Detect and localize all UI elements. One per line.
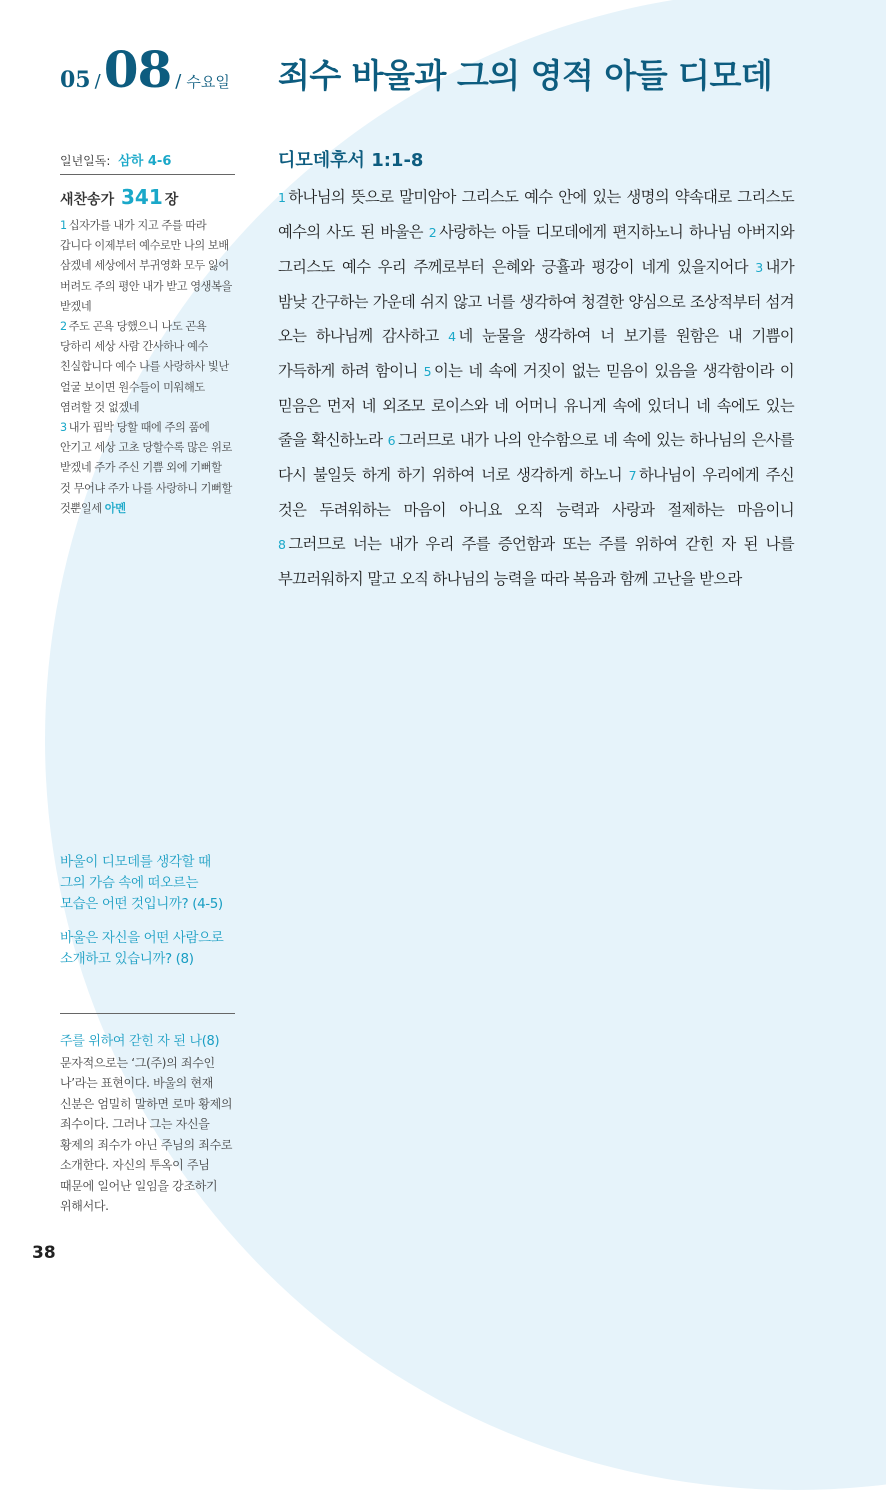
question: 바울은 자신을 어떤 사람으로 소개하고 있습니까? (8)	[60, 930, 224, 967]
note-body: 문자적으로는 ‘그(주)의 죄수인 나’라는 표현이다. 바울의 현재 신분은 엄밀히 말하면 로마 황제의 죄수이다. 그러나 그는 자신을 황제의 죄수가 아닌 주님의 죄수로 소개한다. 자신의 투옥이 주님 때문에 일어난 일임을 강조하기 위해서다.	[60, 1055, 233, 1213]
reading-reference: 삼하 4-6	[118, 154, 172, 169]
page-title: 죄수 바울과 그의 영적 아들 디모데	[278, 56, 773, 95]
hymn-heading	[60, 185, 235, 209]
verse-text: 하나님의 뜻으로 말미암아 그리스도 예수 안에 있는 생명의 약속대로 그리스도 예수의 사도 된 바울은	[278, 188, 794, 241]
hymn-verse-text: 주도 곤욕 당했으니 나도 곤욕 당하리 세상 사람 간사하나 예수 친실합니다 예수 나를 사랑하사 빛난 얼굴 보이면 원수들이 미워해도 염려할 것 없겠네	[60, 320, 229, 414]
weekday-separator: /	[175, 71, 182, 92]
hymn-lyrics	[60, 216, 235, 519]
hymn-verse-text: 십자가를 내가 지고 주를 따라 갑니다 이제부터 예수로만 나의 보배 삼겠네 세상에서 부귀영화 모두 잃어 버려도 주의 평안 내가 받고 영생복을 받겠네	[60, 219, 232, 313]
hymn-amen: 아멘	[104, 501, 126, 515]
verse-number: 1	[278, 190, 286, 205]
date-day: 08	[103, 40, 172, 99]
hymn-prefix: 새찬송가	[60, 192, 115, 208]
date-weekday: 수요일	[186, 73, 230, 91]
verse-text: 네 눈물을 생각하여 너 보기를 원함은 내 기쁨이 가득하게 하려 함이니	[278, 327, 794, 380]
hymn-number: 341	[120, 185, 163, 209]
verse-text: 그러므로 내가 나의 안수함으로 네 속에 있는 하나님의 은사를 다시 불일듯 하게 하기 위하여 너로 생각하게 하노니	[278, 431, 794, 484]
verse-text: 이는 네 속에 거짓이 없는 믿음이 있음을 생각함이라 이 믿음은 먼저 네 외조모 로이스와 네 어머니 유니게 속에 있더니 네 속에도 있는 줄을 확신하노라	[278, 362, 794, 449]
date-header	[60, 40, 230, 110]
hymn-verse-number: 2	[60, 320, 67, 334]
verse-number: 5	[423, 364, 431, 379]
yearly-reading	[60, 150, 235, 169]
divider	[60, 1013, 235, 1014]
hymn-verse	[60, 317, 235, 418]
verse-number: 2	[428, 225, 437, 240]
hymn-suffix: 장	[164, 192, 179, 208]
hymn-verse-number: 3	[60, 421, 67, 435]
page-number: 38	[32, 1243, 56, 1263]
verse-text: 하나님이 우리에게 주신 것은 두려워하는 마음이 아니요 오직 능력과 사랑과 절제하는 마음이니	[278, 466, 794, 519]
hymn-verse	[60, 418, 235, 519]
divider	[60, 174, 235, 175]
hymn-verse-number: 1	[60, 219, 67, 232]
verse-number: 7	[628, 468, 636, 483]
hymn-verse	[60, 216, 235, 317]
study-questions	[60, 852, 235, 983]
verse-number: 8	[278, 537, 286, 552]
date-month: 05	[60, 67, 91, 93]
question: 바울이 디모데를 생각할 때 그의 가슴 속에 떠오르는 모습은 어떤 것입니까? (4-5)	[60, 854, 223, 912]
commentary-note	[60, 1032, 235, 1217]
note-title: 주를 위하여 갇힌 자 된 나(8)	[60, 1034, 220, 1049]
verse-text: 내가 밤낮 간구하는 가운데 쉬지 않고 너를 생각하여 청결한 양심으로 조상적부터 섬겨 오는 하나님께 감사하고	[278, 258, 795, 345]
verse-number: 3	[755, 260, 763, 275]
passage-reference: 디모데후서 1:1-8	[278, 150, 424, 171]
verse-number: 4	[448, 329, 456, 344]
verse-text: 사랑하는 아들 디모데에게 편지하노니 하나님 아버지와 그리스도 예수 우리 주께로부터 은혜와 긍휼과 평강이 네게 있을지어다	[278, 223, 794, 276]
verse-number: 6	[387, 433, 395, 448]
verse-text: 그러므로 너는 내가 우리 주를 증언함과 또는 주를 위하여 갇힌 자 된 나를 부끄러워하지 말고 오직 하나님의 능력을 따라 복음과 함께 고난을 받으라	[278, 535, 794, 588]
scripture-passage	[278, 180, 794, 596]
date-separator: /	[94, 71, 101, 92]
hymn-verse-text: 내가 핍박 당할 때에 주의 품에 안기고 세상 고초 당할수록 많은 위로 받겠네 주가 주신 기쁨 외에 기뻐할 것 무어냐 주가 나를 사랑하니 기뻐할 것뿐일세	[60, 421, 232, 515]
reading-label: 일년일독:	[60, 154, 111, 168]
